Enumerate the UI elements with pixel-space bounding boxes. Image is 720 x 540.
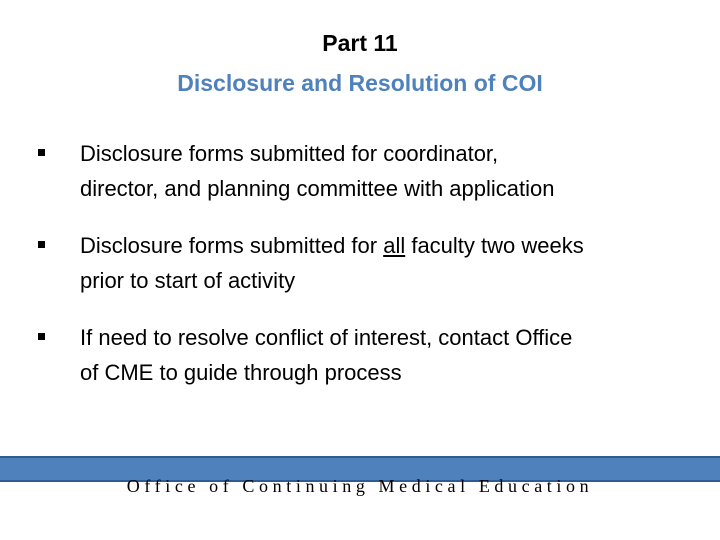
bullet-item	[38, 228, 698, 298]
footer-text: Office of Continuing Medical Education	[126, 476, 594, 496]
bullet-text-line: Disclosure forms submitted for coordinator,	[80, 141, 499, 166]
bullet-text-segment: Disclosure forms submitted for	[80, 233, 384, 258]
slide-title: Part 11	[322, 30, 398, 56]
bullet-item	[38, 136, 698, 206]
bullet-item	[38, 320, 698, 390]
bullet-text-line: director, and planning committee with application	[80, 176, 555, 201]
underlined-word: all	[383, 233, 406, 258]
bullet-text-line: prior to start of activity	[80, 268, 296, 293]
bullet-text-line: If need to resolve conflict of interest, contact Office	[80, 325, 573, 350]
square-bullet-icon	[38, 333, 45, 340]
bullet-text-line: of CME to guide through process	[80, 360, 402, 385]
square-bullet-icon	[38, 149, 45, 156]
bullet-text-segment: faculty two weeks	[405, 233, 584, 258]
square-bullet-icon	[38, 241, 45, 248]
slide-subtitle: Disclosure and Resolution of COI	[177, 70, 543, 96]
bullet-text-line	[80, 228, 698, 263]
bullet-list	[38, 136, 698, 412]
